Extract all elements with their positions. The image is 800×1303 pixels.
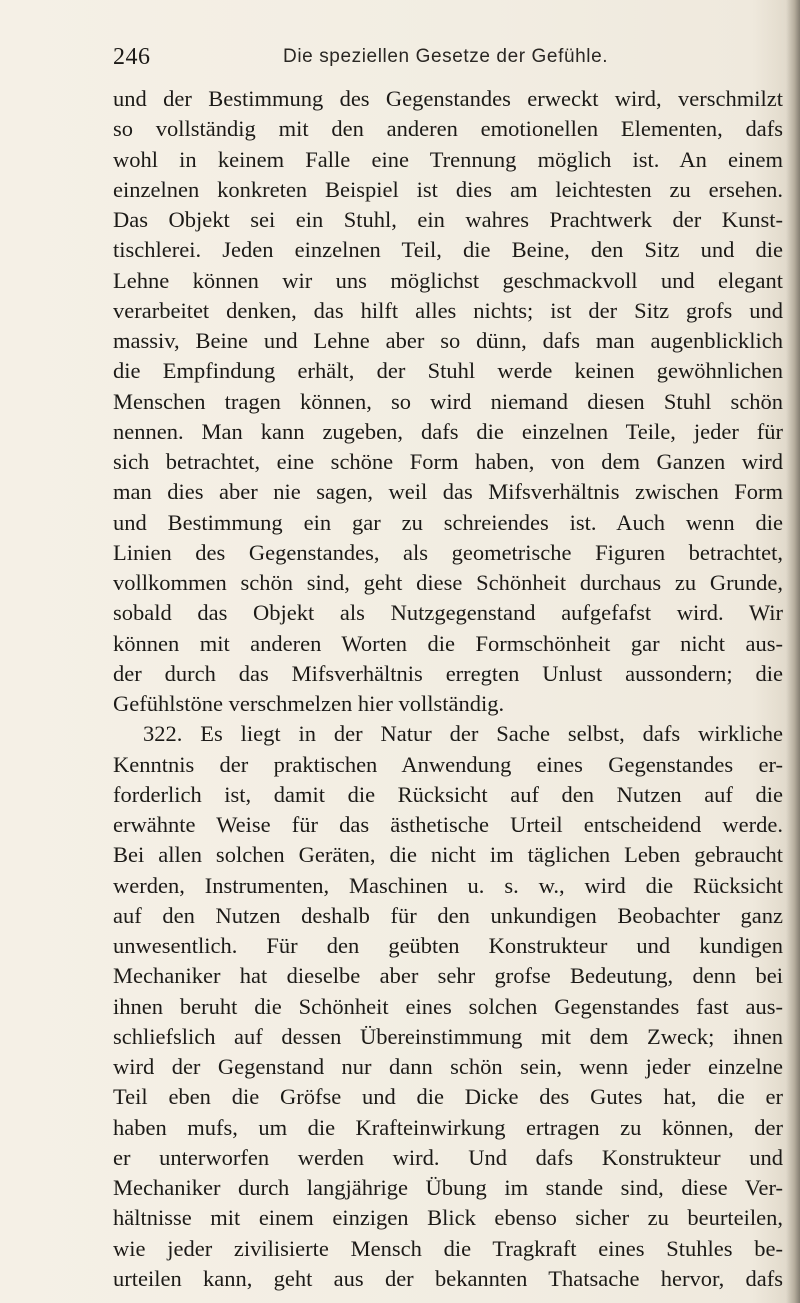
text-line: wie jeder zivilisierte Mensch die Tragkraft eines Stuhles be- <box>113 1235 783 1261</box>
text-line: sich betrachtet, eine schöne Form haben, von dem Ganzen wird <box>113 449 783 474</box>
text-line: er unterworfen werden wird. Und dafs Konstrukteur und <box>113 1144 783 1170</box>
text-line: können mit anderen Worten die Formschönheit gar nicht aus- <box>113 630 783 656</box>
text-line: Teil eben die Gröfse und die Dicke des Gutes hat, die er <box>113 1084 783 1110</box>
text-line: wird der Gegenstand nur dann schön sein, wenn jeder einzelne <box>113 1054 783 1079</box>
text-line: und Bestimmung ein gar zu schreiendes ist. Auch wenn die <box>113 509 783 535</box>
text-line: Lehne können wir uns möglichst geschmackvoll und elegant <box>113 267 783 293</box>
text-line: schliefslich auf dessen Übereinstimmung mit dem Zweck; ihnen <box>113 1023 783 1049</box>
text-line: urteilen kann, geht aus der bekannten Thatsache hervor, dafs <box>113 1265 783 1291</box>
text-line: hältnisse mit einem einzigen Blick ebenso sicher zu beurteilen, <box>113 1205 783 1231</box>
text-line: sobald das Objekt als Nutzgegenstand aufgefafst wird. Wir <box>113 600 783 626</box>
text-line: die Empfindung erhält, der Stuhl werde keinen gewöhnlichen <box>113 358 783 384</box>
page-header <box>113 44 683 74</box>
text-line: massiv, Beine und Lehne aber so dünn, dafs man augenblicklich <box>113 328 783 353</box>
text-line: Linien des Gegenstandes, als geometrische Figuren betrachtet, <box>113 539 783 565</box>
text-line: Gefühlstöne verschmelzen hier vollständig. <box>113 691 505 716</box>
text-line: Menschen tragen können, so wird niemand diesen Stuhl schön <box>113 388 783 414</box>
text-line: haben mufs, um die Krafteinwirkung ertragen zu können, der <box>113 1114 783 1140</box>
text-line: auf den Nutzen deshalb für den unkundigen Beobachter ganz <box>113 902 783 928</box>
text-line: nennen. Man kann zugeben, dafs die einzelnen Teile, jeder für <box>113 418 783 444</box>
text-line: Bei allen solchen Geräten, die nicht im täglichen Leben gebraucht <box>113 842 783 868</box>
text-line: einzelnen konkreten Beispiel ist dies am leichtesten zu ersehen. <box>113 176 783 202</box>
page-edge-shadow <box>786 0 800 1303</box>
text-line: und der Bestimmung des Gegenstandes erweckt wird, verschmilzt <box>113 86 783 111</box>
text-line: vollkommen schön sind, geht diese Schönheit durchaus zu Grunde, <box>113 570 783 595</box>
text-line: erwähnte Weise für das ästhetische Urteil entscheidend werde. <box>113 812 783 837</box>
paragraph-start-line: 322. Es liegt in der Natur der Sache selbst, dafs wirkliche <box>143 721 783 747</box>
running-title: Die speziellen Gesetze der Gefühle. <box>283 46 609 67</box>
text-line: Mechaniker durch langjährige Übung im stande sind, diese Ver- <box>113 1175 783 1200</box>
text-line: verarbeitet denken, das hilft alles nichts; ist der Sitz grofs und <box>113 297 783 323</box>
text-line: Kenntnis der praktischen Anwendung eines Gegenstandes er- <box>113 751 783 777</box>
text-line: werden, Instrumenten, Maschinen u. s. w., wird die Rücksicht <box>113 872 783 898</box>
text-line: unwesentlich. Für den geübten Konstrukteur und kundigen <box>113 933 783 958</box>
page-number: 246 <box>113 44 151 70</box>
text-line: man dies aber nie sagen, weil das Mifsverhältnis zwischen Form <box>113 479 783 505</box>
text-line: der durch das Mifsverhältnis erregten Unlust aussondern; die <box>113 660 783 686</box>
text-line: so vollständig mit den anderen emotionellen Elementen, dafs <box>113 116 783 142</box>
text-line: ihnen beruht die Schönheit eines solchen Gegenstandes fast aus- <box>113 993 783 1019</box>
text-line: tischlerei. Jeden einzelnen Teil, die Beine, den Sitz und die <box>113 237 783 263</box>
body-text <box>113 84 783 1294</box>
text-line: wohl in keinem Falle eine Trennung möglich ist. An einem <box>113 146 783 172</box>
text-line: Das Objekt sei ein Stuhl, ein wahres Prachtwerk der Kunst- <box>113 207 783 232</box>
text-line: forderlich ist, damit die Rücksicht auf den Nutzen auf die <box>113 781 783 807</box>
text-line: Mechaniker hat dieselbe aber sehr grofse Bedeutung, denn bei <box>113 963 783 989</box>
